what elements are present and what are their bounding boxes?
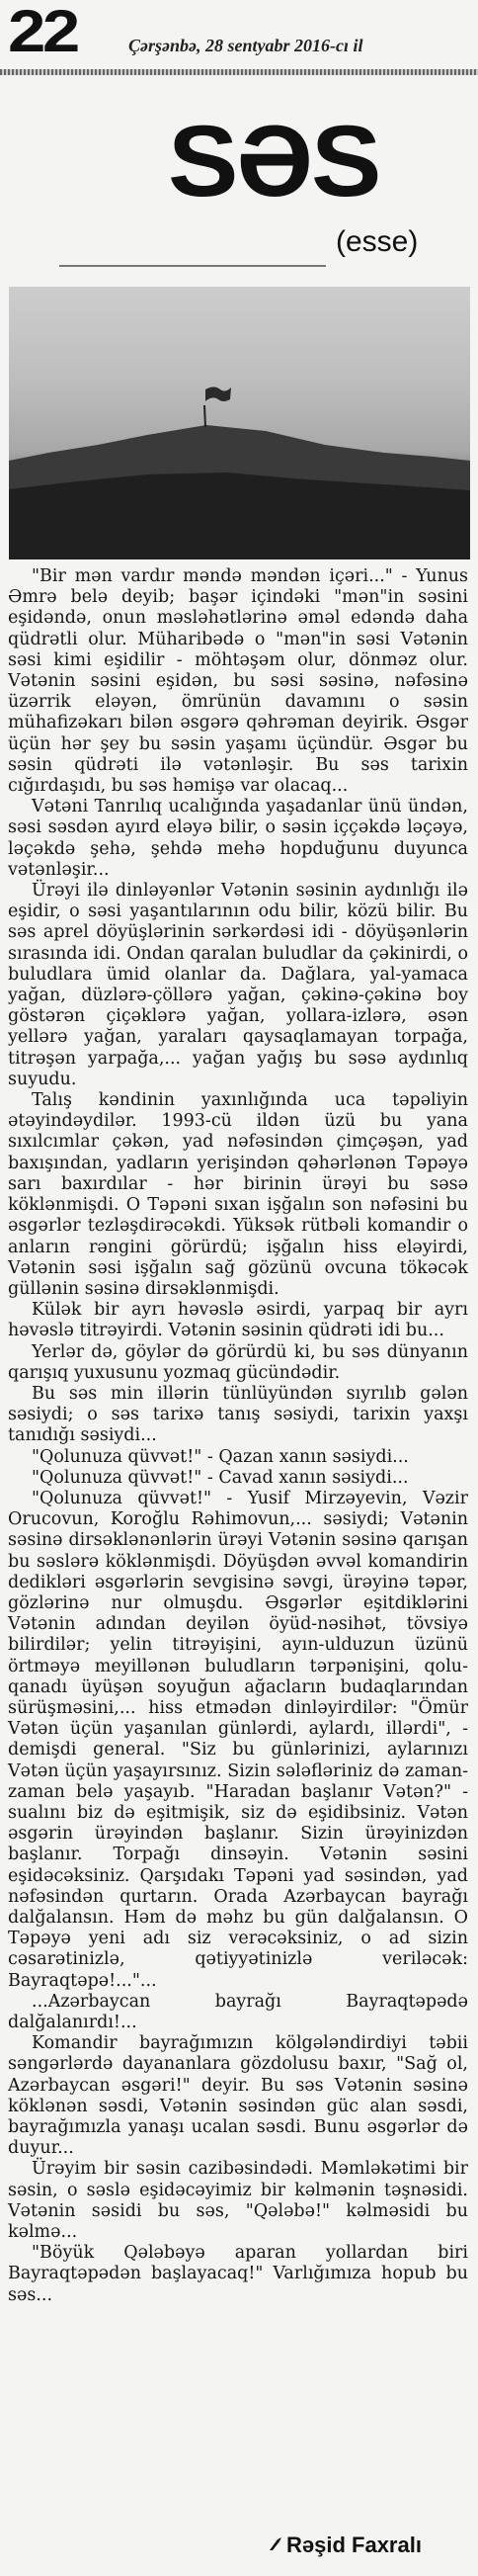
article-title: SƏS <box>168 105 380 217</box>
header-rule <box>0 69 478 75</box>
article-paragraph: "Qolunuza qüvvət!" - Yusif Mirzəyevin, Vəzir Orucovun, Koroğlu Rəhimovun,... səsiydi; Vətənin səsinə dirsəklənənlərin ürəyi Vətənin səsinə qarışan bu səslərə köklənmişdi. Döyüşdən əvvəl komandirin dedikləri əsgərlərin sevgisinə səvgi, ürəyinə təpər, gözlərinə nur olmuşdu. Əsgərlər eşitdiklərini Vətənin adından deyilən öyüd-nəsihət, tövsiyə bilirdilər; yelin titrəyişini, ayın-ulduzun üzünü örtməyə meyillənən buludların tərpənişini, qolu-qanadı üyüşən soyuğun ağacların budaqlarından sürüşməsini,... hiss etmədən dinləyirdilər: "Ömür Vətən üçün yaşanılan günlərdi, aylardı, illərdi", - demişdi general. "Siz bu günlərinizi, aylarınızı Vətən üçün yaşayırsınız. Sizin sələfləriniz də zaman-zaman belə yaşayıb. "Haradan başlanır Vətən?" - sualını biz də eşitmişik, siz də eşidibsiniz. Vətən əsgərin ürəyindən başlanır. Sizin ürəyinizdən başlanır. Torpağı dinsəyin. Vətənin səsini eşidəcəksiniz. Qarşıdakı Təpəni yad səsindən, yad nəfəsindən qurtarın. Orada Azərbaycan bayrağı dalğalansın. Həm də məhz bu gün dalğalansın. O Təpəyə yeni adı siz verəcəksiniz, o ad sizin cəsarətinizlə, qətiyyətinizlə veriləcək: Bayraqtəpə!..."... <box>8 1488 468 1991</box>
article-paragraph: "Bir mən vardır məndə məndən içəri..." - Yunus Əmrə belə deyib; başər içindəki "mən"in səsini eşidəndə, onun məsləhətlərinə əməl edəndə daha qüdrətli olur. Müharibədə o "mən"in səsi Vətənin səsi kimi eşidilir - möhtəşəm olur, dönməz olur. Vətənin səsini eşidən, bu səsi səsinə, nəfəsinə üzərrik eləyən, ömrünün davamını o səsin mühafizəkarı bilən əsgərə qəhrəman deyirik. Əsgər üçün hər şey bu səsin yaşamı üçündür. Əsgər bu səsin qüdrəti ilə vətənləşir. Bu səs tarixin cığırdaşıdı, bu səs həmişə var olacaq... <box>8 566 468 797</box>
issue-date: Çərşənbə, 28 sentyabr 2016-cı il <box>128 36 363 55</box>
flag-on-hill-photo <box>9 287 470 559</box>
flag-icon <box>205 387 231 402</box>
photo-drawing <box>9 287 470 559</box>
article-body <box>8 566 468 2306</box>
flag-pole <box>204 405 205 427</box>
article-paragraph: Bu səs min illərin tünlüyündən sıyrılıb gələn səsiydi; o səs tarixə tanış səsiydi, tarixin yaxşı tanıdığı səsiydi... <box>8 1383 468 1446</box>
article-paragraph: Ürəyi ilə dinləyənlər Vətənin səsinin aydınlığı ilə eşidir, o səsi yaşantılarının odu bilir, közü bilir. Bu səs aprel döyüşlərinin sərkərdəsi idi - döyüşənlərin sırasında idi. Ondan qaralan buludlar da çəkinirdi, o buludlara ümid olanlar da. Dağlara, yal-yamaca yağan, düzlərə-çöllərə yağan, çəkinə-çəkinə boy göstərən çiçəklərə yağan, yollara-izlərə, əsən yellərə yağan, yaraları qaysaqlamayan torpağa, titrəşən yarpağa,... yağan yağış bu səsə aydınlıq suyudu. <box>8 881 468 1089</box>
pen-mark-icon <box>269 2536 284 2552</box>
subtitle-rule <box>59 265 326 267</box>
page-number: 22 <box>8 0 77 64</box>
article-paragraph: "Qolunuza qüvvət!" - Cavad xanın səsiydi... <box>32 1467 409 1488</box>
article-paragraph: ...Azərbaycan bayrağı Bayraqtəpədə dalğalanırdı!... <box>8 1991 468 2033</box>
article-paragraph: Külək bir ayrı həvəslə əsirdi, yarpaq bir ayrı həvəslə titrəyirdi. Vətənin səsinin qüdrəti idi bu... <box>8 1300 468 1341</box>
article-paragraph: Vətəni Tanrılıq ucalığında yaşadanlar ünü ündən, səsi səsdən ayırd eləyə bilir, o səsin iççəkdə ləçəyə, ləçəkdə şehə, şehdə mehə hopduğunu duyunca vətənləşir... <box>8 797 468 880</box>
article-paragraph: Komandir bayrağımızın kölgələndirdiyi təbii səngərlərdə dayananlara gözdolusu baxır, "Sağ ol, Azərbaycan əsgəri!" deyir. Bu səs Vətənin səsinə köklənən səsdi, Vətənin səsindən güc alan səsdi, bayrağımızla yanaşı ucalan səsdi. Bunu əsgərlər də duyur... <box>8 2033 468 2159</box>
article-paragraph: Talış kəndinin yaxınlığında uca təpəliyin ətəyindəydilər. 1993-cü ildən üzü bu yana sıxılcımlar çəkən, yad nəfəsindən çimçəşən, yad baxışından, yadların yerişindən qəhərlənən Təpəyə sarı baxırdılar - hər birinin ürəyi bu səsə köklənmişdi. O Təpəni sıxan işğalın son nəfəsini bu əsgərlər tezləşdirəcəkdi. Yüksək rütbəli komandir o anların rəngini görürdü; işğalın hiss eləyirdi, Vətənin səsi işğalın sağ gözünü ovcuna tökəcək güllənin səsinə dirsəklənmişdi. <box>8 1090 468 1299</box>
foreground-ground <box>9 472 470 559</box>
article-paragraph: Yerlər də, göylər də görürdü ki, bu səs dünyanın qarışıq yuxusunu yozmaq gücündədir. <box>8 1341 468 1383</box>
title-block <box>0 107 478 215</box>
article-paragraph: Ürəyim bir səsin cazibəsindədi. Məmləkətimi bir səsin, o səslə eşidəcəyimiz bir kəlmənin təşnəsidi. Vətənin səsidi bu səs, "Qələbə!" kəlməsidi bu kəlmə... <box>8 2159 468 2243</box>
article-paragraph: "Qolunuza qüvvət!" - Qazan xanın səsiydi... <box>32 1446 409 1467</box>
page-header <box>8 0 472 64</box>
article-paragraph: "Böyük Qələbəyə aparan yollardan biri Bayraqtəpədən başlayacaq!" Varlığımıza hopub bu səs... <box>8 2243 468 2305</box>
article-subtitle: (esse) <box>336 225 419 258</box>
author-signature: Rəşid Faxralı <box>286 2533 422 2557</box>
